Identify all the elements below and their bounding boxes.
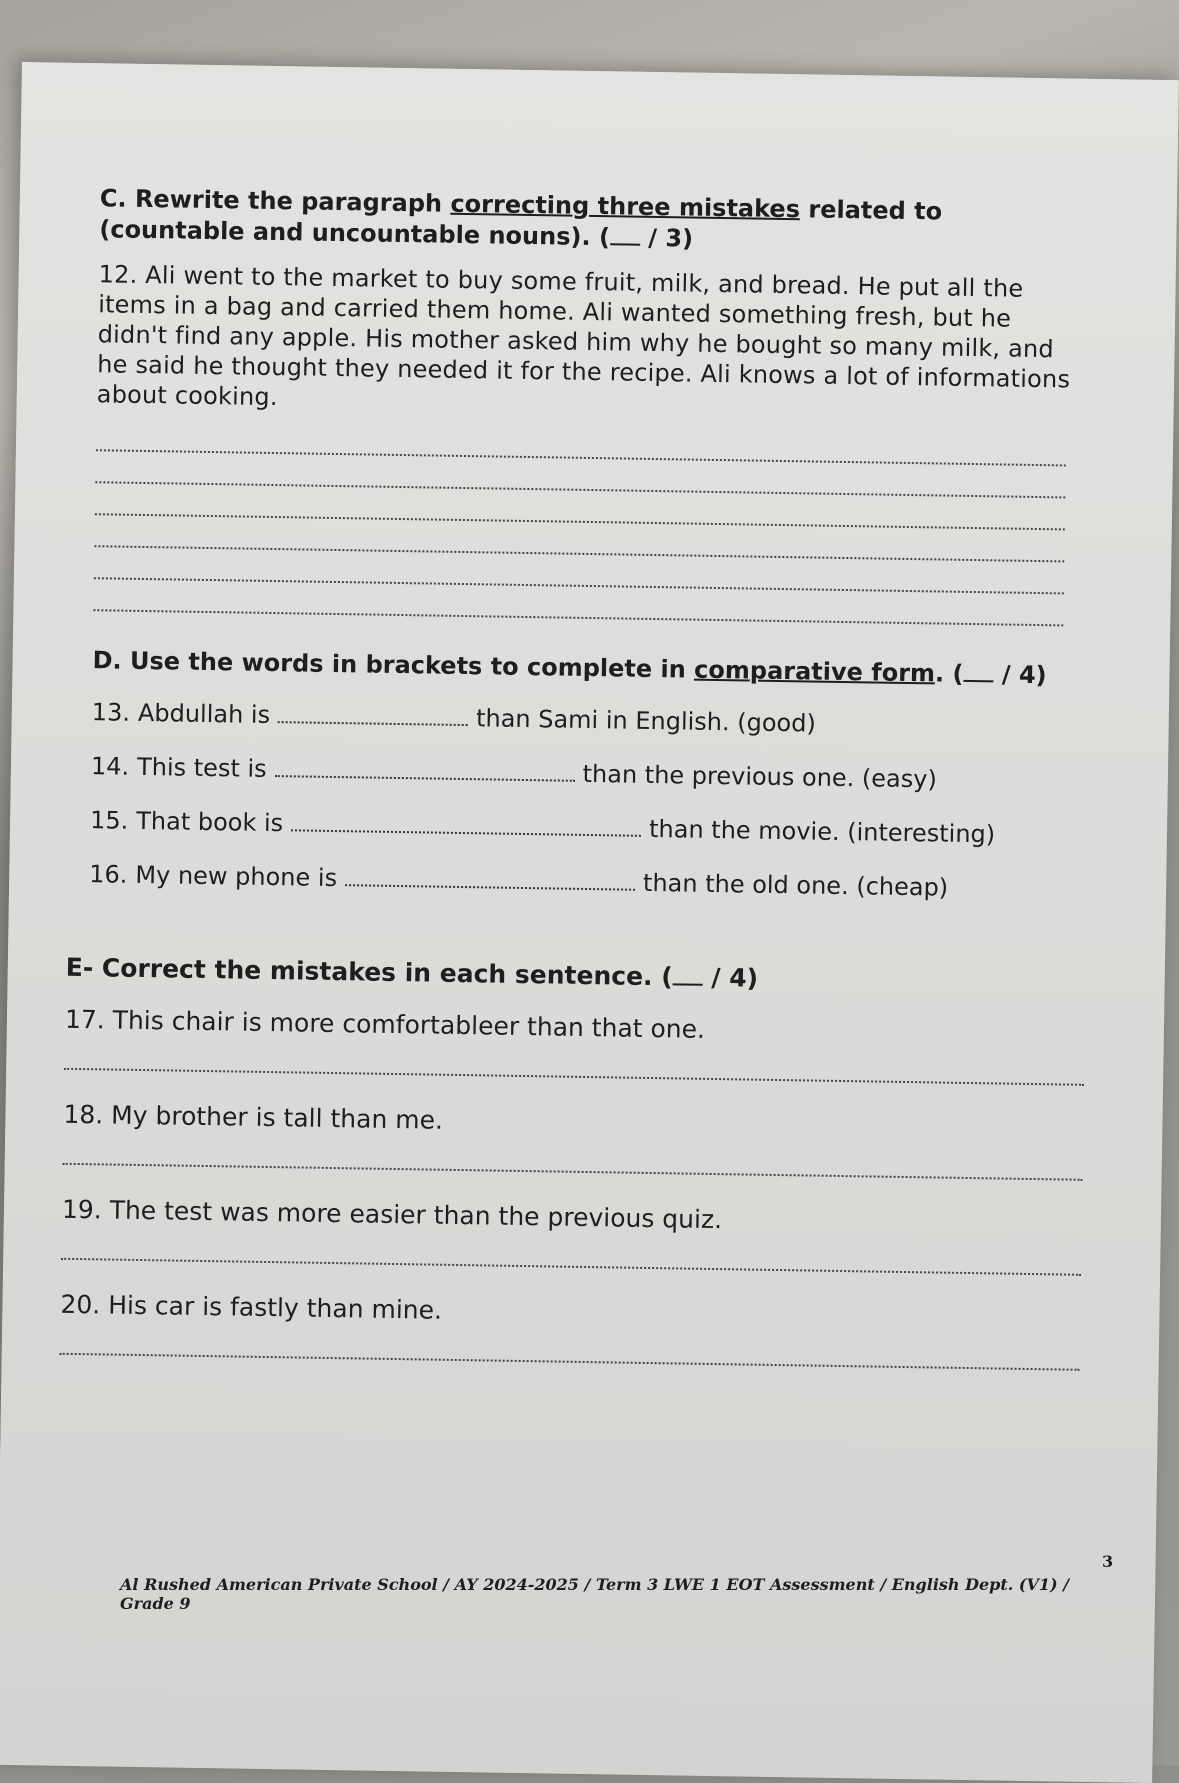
item-17: 17. This chair is more comfortableer than that one. xyxy=(64,1004,706,1044)
section-e-score: ( / 4) xyxy=(661,962,759,993)
item-12-number: 12. xyxy=(98,260,138,289)
section-c-heading xyxy=(99,183,1080,260)
page-number: 3 xyxy=(1102,1552,1114,1571)
footer-text: Al Rushed American Private School / AY 2024-2025 / Term 3 LWE 1 EOT Assessment / English Dept. (V1) / Grade 9 xyxy=(120,1575,1069,1613)
item-13: 13. Abdullah is than Sami in English. (good) xyxy=(91,698,817,738)
section-e-items xyxy=(60,1005,1067,1371)
section-d-rest: . xyxy=(934,659,945,688)
fill-in-blank[interactable] xyxy=(345,864,635,891)
section-d-heading xyxy=(92,645,1072,691)
item-12-paragraph xyxy=(97,259,1079,424)
worksheet-page xyxy=(0,62,1179,1783)
item-15: 15. That book is than the movie. (interesting) xyxy=(89,806,996,849)
item-18: 18. My brother is tall than me. xyxy=(63,1099,444,1135)
section-d-underlined: comparative form xyxy=(693,655,936,688)
section-e-heading xyxy=(66,952,1068,999)
fill-in-blank[interactable] xyxy=(278,701,468,726)
section-e-title: E- Correct the mistakes in each sentence. xyxy=(65,952,653,992)
score-blank[interactable] xyxy=(673,965,703,985)
section-d-intro: Use the words in brackets to complete in xyxy=(129,646,687,684)
score-blank[interactable] xyxy=(963,662,993,682)
item-16: 16. My new phone is than the old one. (cheap) xyxy=(89,860,949,902)
item-19: 19. The test was more easier than the previous quiz. xyxy=(61,1194,723,1235)
section-c-score: ( / 3) xyxy=(598,223,694,253)
section-d-score: ( / 4) xyxy=(952,659,1047,690)
section-c-label: C. xyxy=(99,184,127,213)
section-c-rest: related to (countable and uncountable nouns). xyxy=(99,195,943,251)
fill-in-blank[interactable] xyxy=(275,755,575,782)
rewrite-answer-area[interactable] xyxy=(93,419,1066,626)
worksheet-content xyxy=(60,183,1080,1370)
section-d-label: D. xyxy=(92,646,122,675)
fill-in-blank[interactable] xyxy=(291,809,641,836)
section-c-underlined: correcting three mistakes xyxy=(450,189,801,224)
section-c-intro: Rewrite the paragraph xyxy=(134,184,443,218)
item-14: 14. This test is than the previous one. (easy) xyxy=(90,752,938,794)
item-20: 20. His car is fastly than mine. xyxy=(60,1289,443,1325)
item-12-text: Ali went to the market to buy some fruit, milk, and bread. He put all the items in a bag and carried them home. Ali wanted something fresh, but he didn't find any apple. His mother asked him why he bought so many milk, and he said he thought they needed it for the recipe. Ali knows a lot of informations about cooking. xyxy=(96,260,1071,412)
score-blank[interactable] xyxy=(610,225,640,245)
